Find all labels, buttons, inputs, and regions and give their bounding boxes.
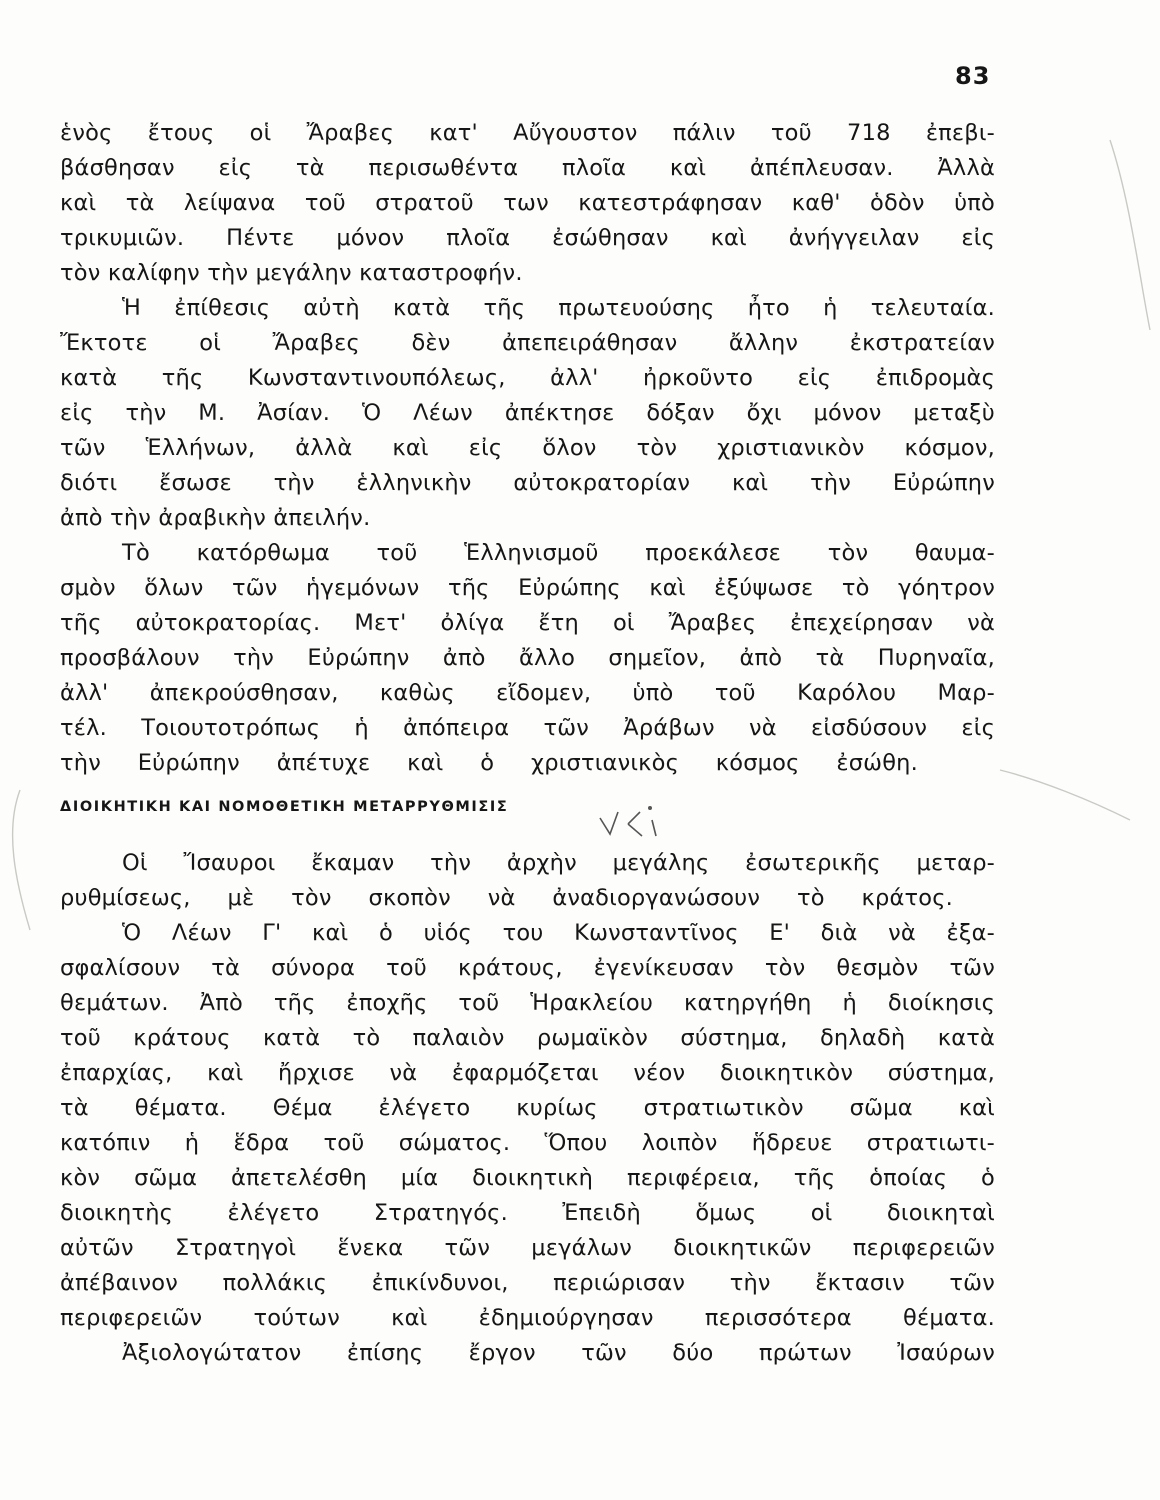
- faint-pencil-stroke: [13, 790, 30, 930]
- text-line: Ἀξιολογώτατον ἐπίσης ἔργον τῶν δύο πρώτων Ἰσαύρων: [122, 1340, 995, 1366]
- text-line: σφαλίσουν τὰ σύνορα τοῦ κράτους, ἐγενίκευσαν τὸν θεσμὸν τῶν: [60, 955, 995, 981]
- text-line: κατὰ τῆς Κωνσταντινουπόλεως, ἀλλ' ἠρκοῦντο εἰς ἐπιδρομὰς: [60, 365, 995, 391]
- text-line: ἑνὸς ἔτους οἱ Ἄραβες κατ' Αὔγουστον πάλιν τοῦ 718 ἐπεβι-: [60, 120, 995, 146]
- text-line: Ὁ Λέων Γ' καὶ ὁ υἱός του Κωνσταντῖνος Ε' διὰ νὰ ἐξα-: [122, 920, 995, 946]
- section-heading: ΔΙΟΙΚΗΤΙΚΗ ΚΑΙ ΝΟΜΟΘΕΤΙΚΗ ΜΕΤΑΡΡΥΘΜΙΣΙΣ: [60, 799, 509, 815]
- text-line: τρικυμιῶν. Πέντε μόνον πλοῖα ἐσώθησαν καὶ ἀνήγγειλαν εἰς: [60, 225, 995, 251]
- text-line: καὶ τὰ λείψανα τοῦ στρατοῦ των κατεστράφησαν καθ' ὁδὸν ὑπὸ: [60, 190, 995, 216]
- text-line: κὸν σῶμα ἀπετελέσθη μία διοικητικὴ περιφέρεια, τῆς ὁποίας ὁ: [60, 1165, 995, 1191]
- text-line: τῆς αὐτοκρατορίας. Μετ' ὀλίγα ἔτη οἱ Ἄραβες ἐπεχείρησαν νὰ: [60, 610, 995, 636]
- text-line: τοῦ κράτους κατὰ τὸ παλαιὸν ρωμαϊκὸν σύστημα, δηλαδὴ κατὰ: [60, 1025, 995, 1051]
- pencil-stroke: [600, 812, 618, 834]
- text-line: τὸν καλίφην τὴν μεγάλην καταστροφήν.: [60, 260, 523, 286]
- text-line: ρυθμίσεως, μὲ τὸν σκοπὸν νὰ ἀναδιοργανώσουν τὸ κράτος.: [60, 885, 953, 911]
- text-line: Τὸ κατόρθωμα τοῦ Ἑλληνισμοῦ προεκάλεσε τὸν θαυμα-: [122, 540, 995, 566]
- faint-margin-marks: [13, 140, 1150, 930]
- text-line: τέλ. Τοιουτοτρόπως ἡ ἀπόπειρα τῶν Ἀράβων νὰ εἰσδύσουν εἰς: [60, 715, 995, 741]
- faint-pencil-stroke: [1000, 770, 1130, 820]
- text-line: εἰς τὴν Μ. Ἀσίαν. Ὁ Λέων ἀπέκτησε δόξαν ὄχι μόνον μεταξὺ: [60, 400, 995, 426]
- text-line: Ἔκτοτε οἱ Ἄραβες δὲν ἀπεπειράθησαν ἄλλην ἐκστρατείαν: [60, 330, 995, 356]
- text-line: βάσθησαν εἰς τὰ περισωθέντα πλοῖα καὶ ἀπέπλευσαν. Ἀλλὰ: [60, 155, 995, 181]
- text-line: ἀπὸ τὴν ἀραβικὴν ἀπειλήν.: [60, 505, 371, 531]
- faint-pencil-stroke: [1110, 140, 1150, 330]
- text-line: διοικητὴς ἐλέγετο Στρατηγός. Ἐπειδὴ ὅμως οἱ διοικηταὶ: [60, 1200, 995, 1226]
- text-line: θεμάτων. Ἀπὸ τῆς ἐποχῆς τοῦ Ἡρακλείου κατηργήθη ἡ διοίκησις: [60, 990, 995, 1016]
- pencil-dot: [649, 807, 651, 809]
- text-line: τὰ θέματα. Θέμα ἐλέγετο κυρίως στρατιωτικὸν σῶμα καὶ: [60, 1095, 995, 1121]
- pencil-stroke: [652, 820, 656, 836]
- pencil-stroke: [628, 812, 642, 836]
- text-line: προσβάλουν τὴν Εὐρώπην ἀπὸ ἄλλο σημεῖον, ἀπὸ τὰ Πυρηναῖα,: [60, 645, 995, 671]
- text-line: τὴν Εὐρώπην ἀπέτυχε καὶ ὁ χριστιανικὸς κόσμος ἐσώθη.: [60, 750, 918, 776]
- text-line: διότι ἔσωσε τὴν ἑλληνικὴν αὐτοκρατορίαν καὶ τὴν Εὐρώπην: [60, 470, 995, 496]
- handwritten-margin-note: [600, 807, 656, 836]
- text-line: περιφερειῶν τούτων καὶ ἐδημιούργησαν περισσότερα θέματα.: [60, 1305, 995, 1331]
- text-line: αὐτῶν Στρατηγοὶ ἕνεκα τῶν μεγάλων διοικητικῶν περιφερειῶν: [60, 1235, 995, 1261]
- text-line: ἀπέβαινον πολλάκις ἐπικίνδυνοι, περιώρισαν τὴν ἔκτασιν τῶν: [60, 1270, 995, 1296]
- text-line: τῶν Ἑλλήνων, ἀλλὰ καὶ εἰς ὅλον τὸν χριστιανικὸν κόσμον,: [60, 435, 995, 461]
- text-line: σμὸν ὅλων τῶν ἡγεμόνων τῆς Εὐρώπης καὶ ἐξύψωσε τὸ γόητρον: [60, 575, 995, 601]
- text-line: Οἱ Ἴσαυροι ἔκαμαν τὴν ἀρχὴν μεγάλης ἐσωτερικῆς μεταρ-: [122, 850, 995, 876]
- text-line: Ἡ ἐπίθεσις αὐτὴ κατὰ τῆς πρωτευούσης ἦτο ἡ τελευταία.: [122, 295, 995, 321]
- text-line: ἐπαρχίας, καὶ ἤρχισε νὰ ἐφαρμόζεται νέον διοικητικὸν σύστημα,: [60, 1060, 995, 1086]
- text-line: ἀλλ' ἀπεκρούσθησαν, καθὼς εἴδομεν, ὑπὸ τοῦ Καρόλου Μαρ-: [60, 680, 995, 706]
- text-line: κατόπιν ἡ ἕδρα τοῦ σώματος. Ὅπου λοιπὸν ἥδρευε στρατιωτι-: [60, 1130, 995, 1156]
- page-number: 83: [955, 62, 991, 90]
